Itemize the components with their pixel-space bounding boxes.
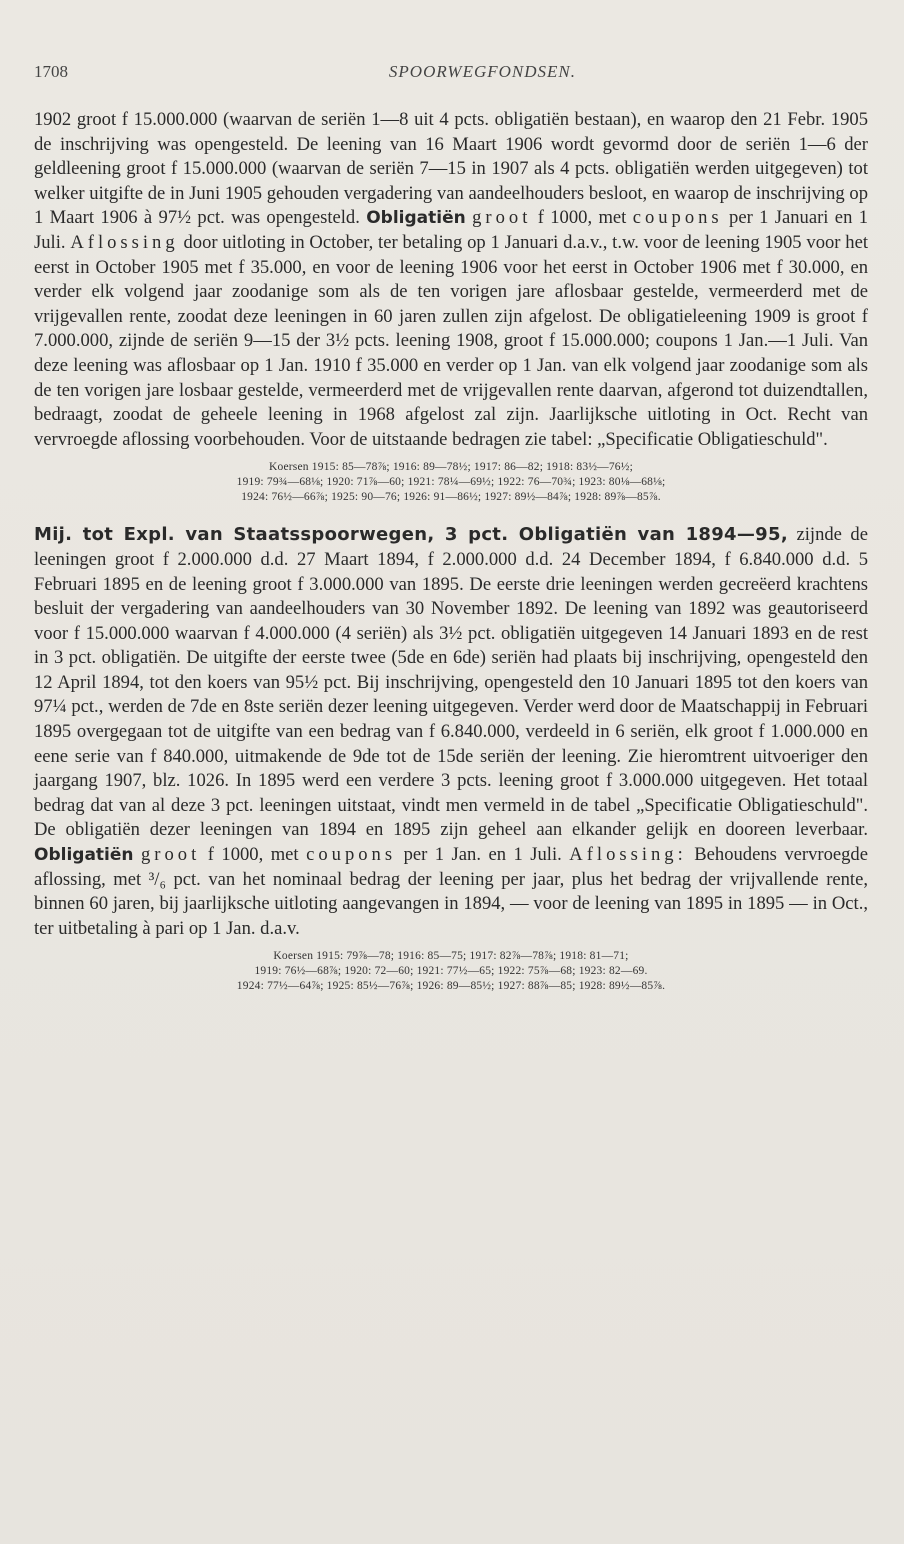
paragraph-spoorwegfonds-leeningen [34, 108, 868, 452]
paragraph-staatsspoorwegen-obligatien [34, 523, 868, 941]
koersen-line: 1919: 79¾—68⅛; 1920: 71⅞—60; 1921: 78¼—69½; 1922: 76—70¾; 1923: 80⅛—68⅛; [236, 476, 666, 489]
label-groot: groot [472, 207, 532, 229]
page-header [34, 62, 868, 82]
paragraph-text: per 1 Jan. en 1 Juli. [403, 844, 562, 866]
label-coupons: coupons [306, 844, 397, 866]
label-groot: groot [141, 844, 201, 866]
koersen-line: 1924: 76½—66⅞; 1925: 90—76; 1926: 91—86½; 1927: 89½—84⅞; 1928: 89⅞—85⅞. [241, 491, 661, 504]
company-heading: Mij. tot Expl. van Staatsspoorwegen, 3 pct. Obligatiën van 1894—95, [34, 524, 788, 546]
koersen-line: 1919: 76½—68⅞; 1920: 72—60; 1921: 77½—65; 1922: 75⅞—68; 1923: 82—69. [254, 965, 648, 978]
koersen-line: 1924: 77½—64⅞; 1925: 85½—76⅞; 1926: 89—85½; 1927: 88⅞—85; 1928: 89½—85⅞. [236, 980, 666, 993]
koersen-line: Koersen 1915: 85—78⅞; 1916: 89—78½; 1917: 86—82; 1918: 83½—76½; [269, 461, 633, 474]
paragraph-text: zijnde de leeningen groot f 2.000.000 d.d. 27 Maart 1894, f 2.000.000 d.d. 24 December 1894, f 6.840.000 d.d. 5 Februari 1895 en de leening groot f 3.000.000 van 1895. De eerste drie leeningen werden gecreëerd krachtens besluit der vergadering van aandeelhouders van 30 November 1892. De leening van 1892 was geautoriseerd voor f 15.000.000 waarvan f 4.000.000 (4 seriën) als 3½ pct. obligatiën uitgegeven 14 Januari 1893 en de rest in 3 pct. obligatiën. De uitgifte der eerste twee (5de en 6de) seriën had plaats bij inschrijving, opengesteld den 12 April 1894, tot den koers van 95½ pct. Bij inschrijving, opengesteld den 10 Januari 1895 tot den koers van 97¼ pct., werden de 7de en 8ste seriën dezer leening uitgegeven. Verder werd door de Maatschappij in Februari 1895 overgegaan tot de uitgifte van een bedrag van f 6.840.000, verdeeld in 6 seriën, elk groot f 1.000.000 en eene serie van f 840.000, uitmakende de 9de tot de 15de seriën der leening. Zie hieromtrent uitvoeriger den jaargang 1907, blz. 1026. In 1895 werd een verdere 3 pcts. leening groot f 3.000.000 uitgegeven. Het totaal bedrag dat van al deze 3 pct. leeningen uitstaat, vindt men vermeld in de tabel „Specificatie Obligatieschuld". De obligatiën dezer leeningen van 1894 en 1895 zijn geheel aan elkander gelijk en dooreen leverbaar. [34, 524, 868, 841]
koersen-block [34, 460, 868, 505]
label-coupons: coupons [632, 207, 723, 229]
paragraph-text: door uitloting in October, ter betaling op 1 Januari d.a.v., t.w. voor de leening 1905 voor het eerst in October 1905 met f 35.000, en voor de leening 1906 voor het eerst in October 1906 met f 30.000, en verder elk volgend jaar zoodanige som als de ten vorigen jare aflosbaar gestelde, vermeerderd met de vrijgevallen rente, zoodat deze leeningen in 60 jaren zullen zijn afgelost. De obligatieleening 1909 is groot f 7.000.000, zijnde de seriën 9—15 der 3½ pcts. leening 1908, groot f 15.000.000; coupons 1 Jan.—1 Juli. Van deze leening was aflosbaar op 1 Jan. 1910 f 35.000 en verder op 1 Jan. van elk volgend jaar zoodanige som als de ten vorigen jare losbaar gestelde, vermeerderd met de vrijgevallen rente daarvan, afgerond tot duizendtallen, bedraagt, zoodat de geheele leening in 1968 afgelost zal zijn. Jaarlijksche uitloting in Oct. Recht van vervroegde aflossing voorbehouden. Voor de uitstaande bedragen zie tabel: „Specificatie Obligatieschuld". [34, 231, 869, 450]
label-aflossing: Aflossing: [569, 844, 687, 866]
paragraph-text: 1902 groot f 15.000.000 (waarvan de seriën 1—8 uit 4 pcts. obligatiën bestaan), en waarop den 21 Febr. 1905 de inschrijving was opengesteld. De leening van 16 Maart 1906 wordt gevormd door de seriën 1—6 der geldleening groot f 15.000.000 (waarvan de seriën 7—15 in 1907 als 4 pcts. obligatiën werden uitgegeven) tot welker uitgifte de in Juni 1905 gehouden vergadering van aandeelhouders besloot, en waarop de inschrijving op 1 Maart 1906 à 97½ pct. was opengesteld. [34, 109, 868, 229]
paragraph-text: per 1 Januari en 1 Juli. [34, 207, 869, 253]
koersen-block [34, 949, 868, 994]
page-number: 1708 [34, 62, 68, 81]
paragraph-text: f 1000, met [207, 844, 299, 866]
label-aflossing: Aflossing [70, 231, 179, 253]
label-obligatien: Obligatiën [34, 845, 134, 866]
running-title: SPOORWEGFONDSEN. [388, 62, 576, 81]
label-obligatien: Obligatiën [366, 208, 466, 229]
paragraph-text: Behoudens vervroegde aflossing, met ³/₆ pct. van het nominaal bedrag der leening per jaar, plus het bedrag der vrijvallende rente, binnen 60 jaren, bij jaarlijksche uitloting aangevangen in 1894, — voor de leening van 1895 in 1895 — in Oct., ter uitbetaling à pari op 1 Jan. d.a.v. [34, 844, 868, 939]
koersen-line: Koersen 1915: 79⅞—78; 1916: 85—75; 1917: 82⅞—78⅞; 1918: 81—71; [273, 950, 629, 963]
paragraph-text: f 1000, met [537, 207, 627, 229]
